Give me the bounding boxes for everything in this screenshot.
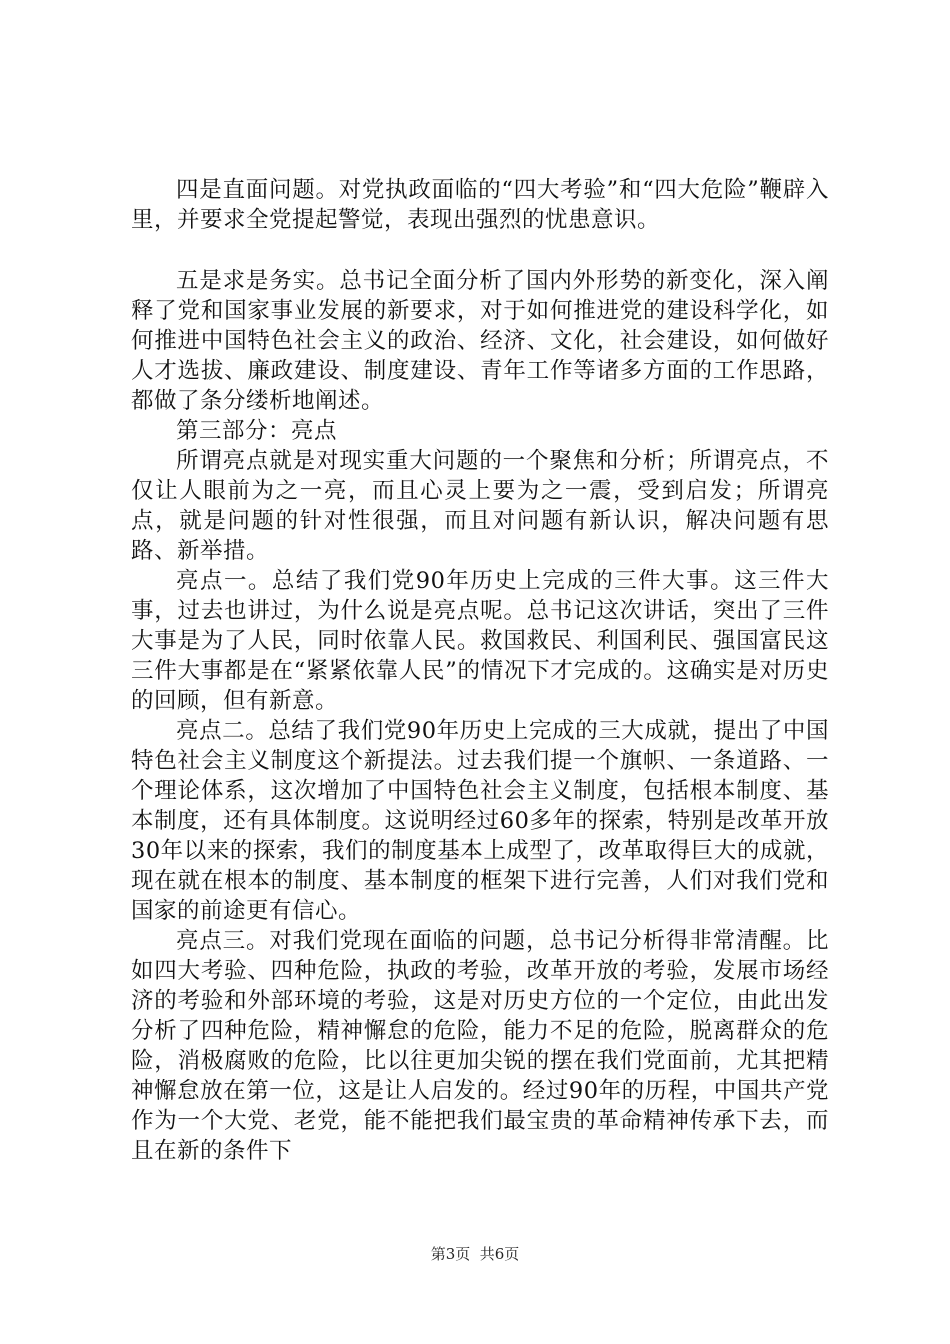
paragraph-highlights-definition: 所谓亮点就是对现实重大问题的一个聚焦和分析；所谓亮点，不仅让人眼前为之一亮，而且心灵上要为之一震，受到启发；所谓亮点，就是问题的针对性很强，而且对问题有新认识，解决问题有思路、新举措。 [131, 448, 829, 564]
paragraph-highlight-two: 亮点二。总结了我们党90年历史上完成的三大成就，提出了中国特色社会主义制度这个新提法。过去我们提一个旗帜、一条道路、一个理论体系，这次增加了中国特色社会主义制度，包括根本制度、基本制度，还有具体制度。这说明经过60多年的探索，特别是改革开放30年以来的探索，我们的制度基本上成型了，改革取得巨大的成就，现在就在根本的制度、基本制度的框架下进行完善，人们对我们党和国家的前途更有信心。 [131, 718, 829, 924]
paragraph-highlight-three: 亮点三。对我们党现在面临的问题，总书记分析得非常清醒。比如四大考验、四种危险，执政的考验，改革开放的考验，发展市场经济的考验和外部环境的考验，这是对历史方位的一个定位，由此出发分析了四种危险，精神懈怠的危险，能力不足的危险，脱离群众的危险，消极腐败的危险，比以往更加尖锐的摆在我们党面前，尤其把精神懈怠放在第一位，这是让人启发的。经过90年的历程，中国共产党作为一个大党、老党，能不能把我们最宝贵的革命精神传承下去，而且在新的条件下 [131, 928, 829, 1164]
paragraph-face-problems: 四是直面问题。对党执政面临的“四大考验”和“四大危险”鞭辟入里，并要求全党提起警觉，表现出强烈的忧患意识。 [131, 177, 829, 233]
page-footer [0, 1244, 950, 1264]
paragraph-seek-truth: 五是求是务实。总书记全面分析了国内外形势的新变化，深入阐释了党和国家事业发展的新要求，对于如何推进党的建设科学化，如何推进中国特色社会主义的政治、经济、文化，社会建设，如何做好人才选拔、廉政建设、制度建设、青年工作等诸多方面的工作思路，都做了条分缕析地阐述。 [131, 268, 829, 414]
document-body [131, 175, 829, 1166]
paragraph-highlight-one: 亮点一。总结了我们党90年历史上完成的三件大事。这三件大事，过去也讲过，为什么说是亮点呢。总书记这次讲话，突出了三件大事是为了人民，同时依靠人民。救国救民、利国利民、强国富民这三件大事都是在“紧紧依靠人民”的情况下才完成的。这确实是对历史的回顾，但有新意。 [131, 568, 829, 714]
page-number: 第3页 共6页 [430, 1245, 520, 1263]
section-heading-highlights: 第三部分：亮点 [176, 418, 338, 444]
